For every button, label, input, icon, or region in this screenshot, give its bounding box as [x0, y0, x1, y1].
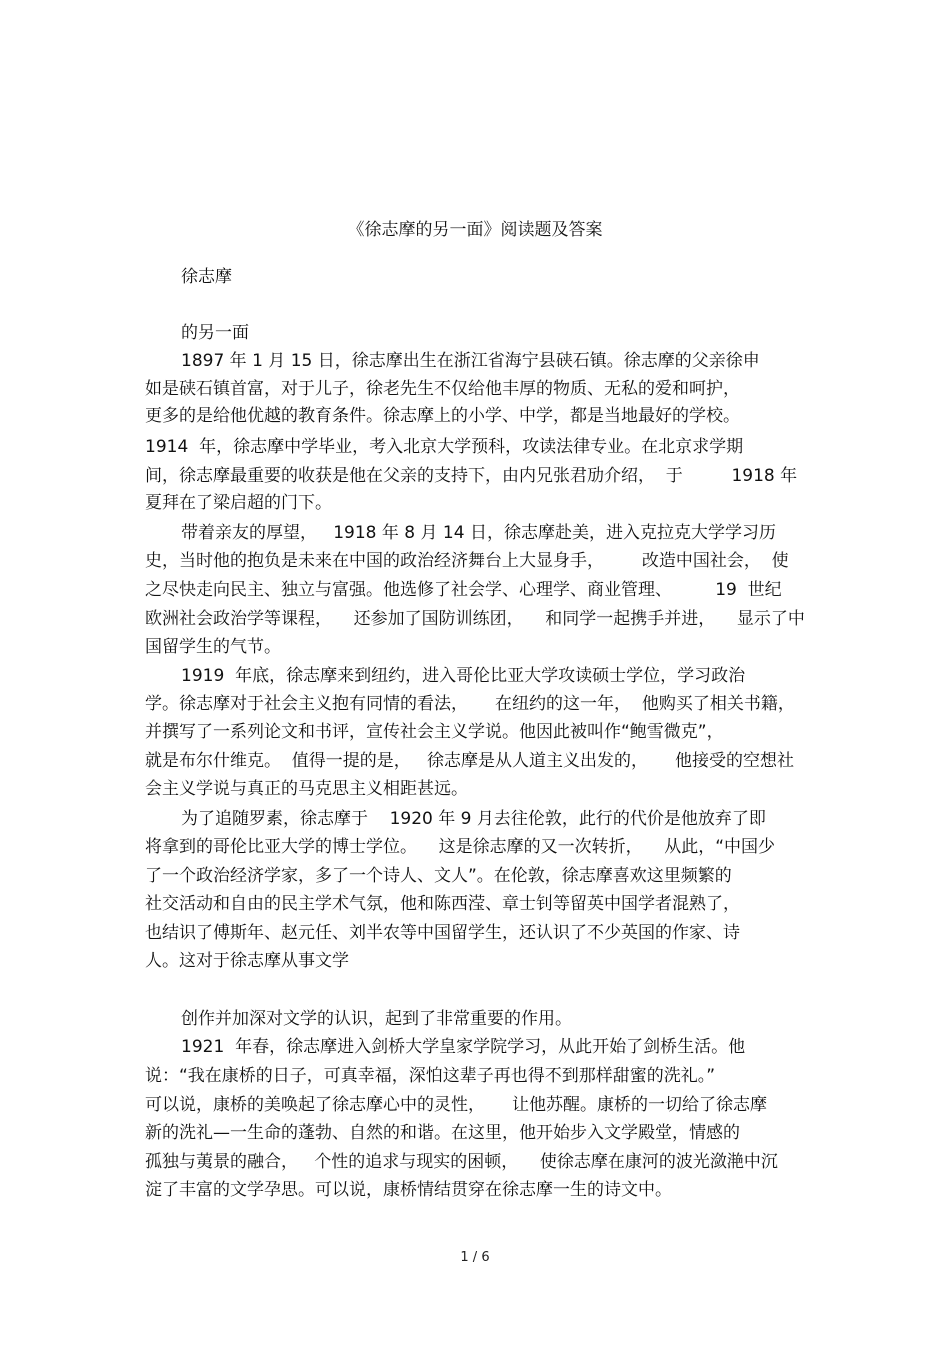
text-line: 孤独与荑景的融合， 个性的追求与现实的困顿， 使徐志摩在康河的波光潋滟中沉: [145, 1152, 778, 1172]
text-line: 新的洗礼—一生命的蓬勃、自然的和谐。在这里，他开始步入文学殿堂，情感的: [145, 1123, 740, 1143]
text-line: 1897 年 1 月 15 日，徐志摩出生在浙江省海宁县硖石镇。徐志摩的父亲徐申: [181, 351, 760, 371]
text-line: 也结识了傅斯年、赵元任、刘半农等中国留学生，还认识了不少英国的作家、诗: [145, 923, 740, 943]
text-line: 之尽快走向民主、独立与富强。他选修了社会学、心理学、商业管理、 19 世纪: [145, 580, 782, 600]
text-line: 欧洲社会政治学等课程， 还参加了国防训练团， 和同学一起携手并进， 显示了中: [145, 609, 805, 629]
text-line: 1919 年底，徐志摩来到纽约，进入哥伦比亚大学攻读硕士学位，学习政治: [181, 666, 746, 686]
text-line: 将拿到的哥伦比亚大学的博士学位。 这是徐志摩的又一次转折， 从此，“中国少: [145, 837, 776, 857]
text-line: 社交活动和自由的民主学术气氛，他和陈西滢、章士钊等留英中国学者混熟了，: [145, 894, 740, 914]
text-line: 人。这对于徐志摩从事文学: [145, 951, 349, 971]
text-line: 1921 年春，徐志摩进入剑桥大学皇家学院学习，从此开始了剑桥生活。他: [181, 1037, 746, 1057]
text-line: 就是布尔什维克。 值得一提的是， 徐志摩是从人道主义出发的， 他接受的空想社: [145, 751, 795, 771]
text-line: 创作并加深对文学的认识，起到了非常重要的作用。: [181, 1009, 572, 1029]
text-line: 可以说，康桥的美唤起了徐志摩心中的灵性， 让他苏醒。康桥的一切给了徐志摩: [145, 1095, 768, 1115]
text-line: 的另一面: [181, 323, 249, 343]
text-line: 并撰写了一系列论文和书评，宣传社会主义学说。他因此被叫作“鲍雪微克”，: [145, 722, 724, 742]
text-line: 带着亲友的厚望， 1918 年 8 月 14 日，徐志摩赴美，进入克拉克大学学习历: [181, 523, 776, 543]
text-line: 间，徐志摩最重要的收获是他在父亲的支持下，由内兄张君劢介绍， 于 1918 年: [145, 466, 798, 486]
text-line: 史，当时他的抱负是未来在中国的政治经济舞台上大显身手， 改造中国社会， 使: [145, 551, 789, 571]
text-line: 说：“我在康桥的日子，可真幸福，深怕这辈子再也得不到那样甜蜜的洗礼。”: [145, 1066, 716, 1086]
text-line: 徐志摩: [181, 267, 232, 287]
text-line: 淀了丰富的文学孕思。可以说，康桥情结贯穿在徐志摩一生的诗文中。: [145, 1180, 672, 1200]
text-line: 会主义学说与真正的马克思主义相距甚远。: [145, 779, 468, 799]
text-line: 了一个政治经济学家，多了一个诗人、文人”。在伦敦，徐志摩喜欢这里频繁的: [145, 866, 732, 886]
text-line: 国留学生的气节。: [145, 637, 281, 657]
text-line: 学。徐志摩对于社会主义抱有同情的看法， 在纽约的这一年， 他购买了相关书籍，: [145, 694, 795, 714]
document-title: 《徐志摩的另一面》阅读题及答案: [347, 220, 603, 240]
text-line: 夏拜在了梁启超的门下。: [145, 493, 332, 513]
text-line: 为了追随罗素，徐志摩于 1920 年 9 月去往伦敦，此行的代价是他放弃了即: [181, 809, 766, 829]
text-line: 1914 年，徐志摩中学毕业，考入北京大学预科，攻读法律专业。在北京求学期: [145, 437, 744, 457]
text-line: 如是硖石镇首富，对于儿子，徐老先生不仅给他丰厚的物质、无私的爱和呵护，: [145, 379, 740, 399]
page-number: 1 / 6: [460, 1250, 490, 1265]
text-line: 更多的是给他优越的教育条件。徐志摩上的小学、中学，都是当地最好的学校。: [145, 406, 740, 426]
